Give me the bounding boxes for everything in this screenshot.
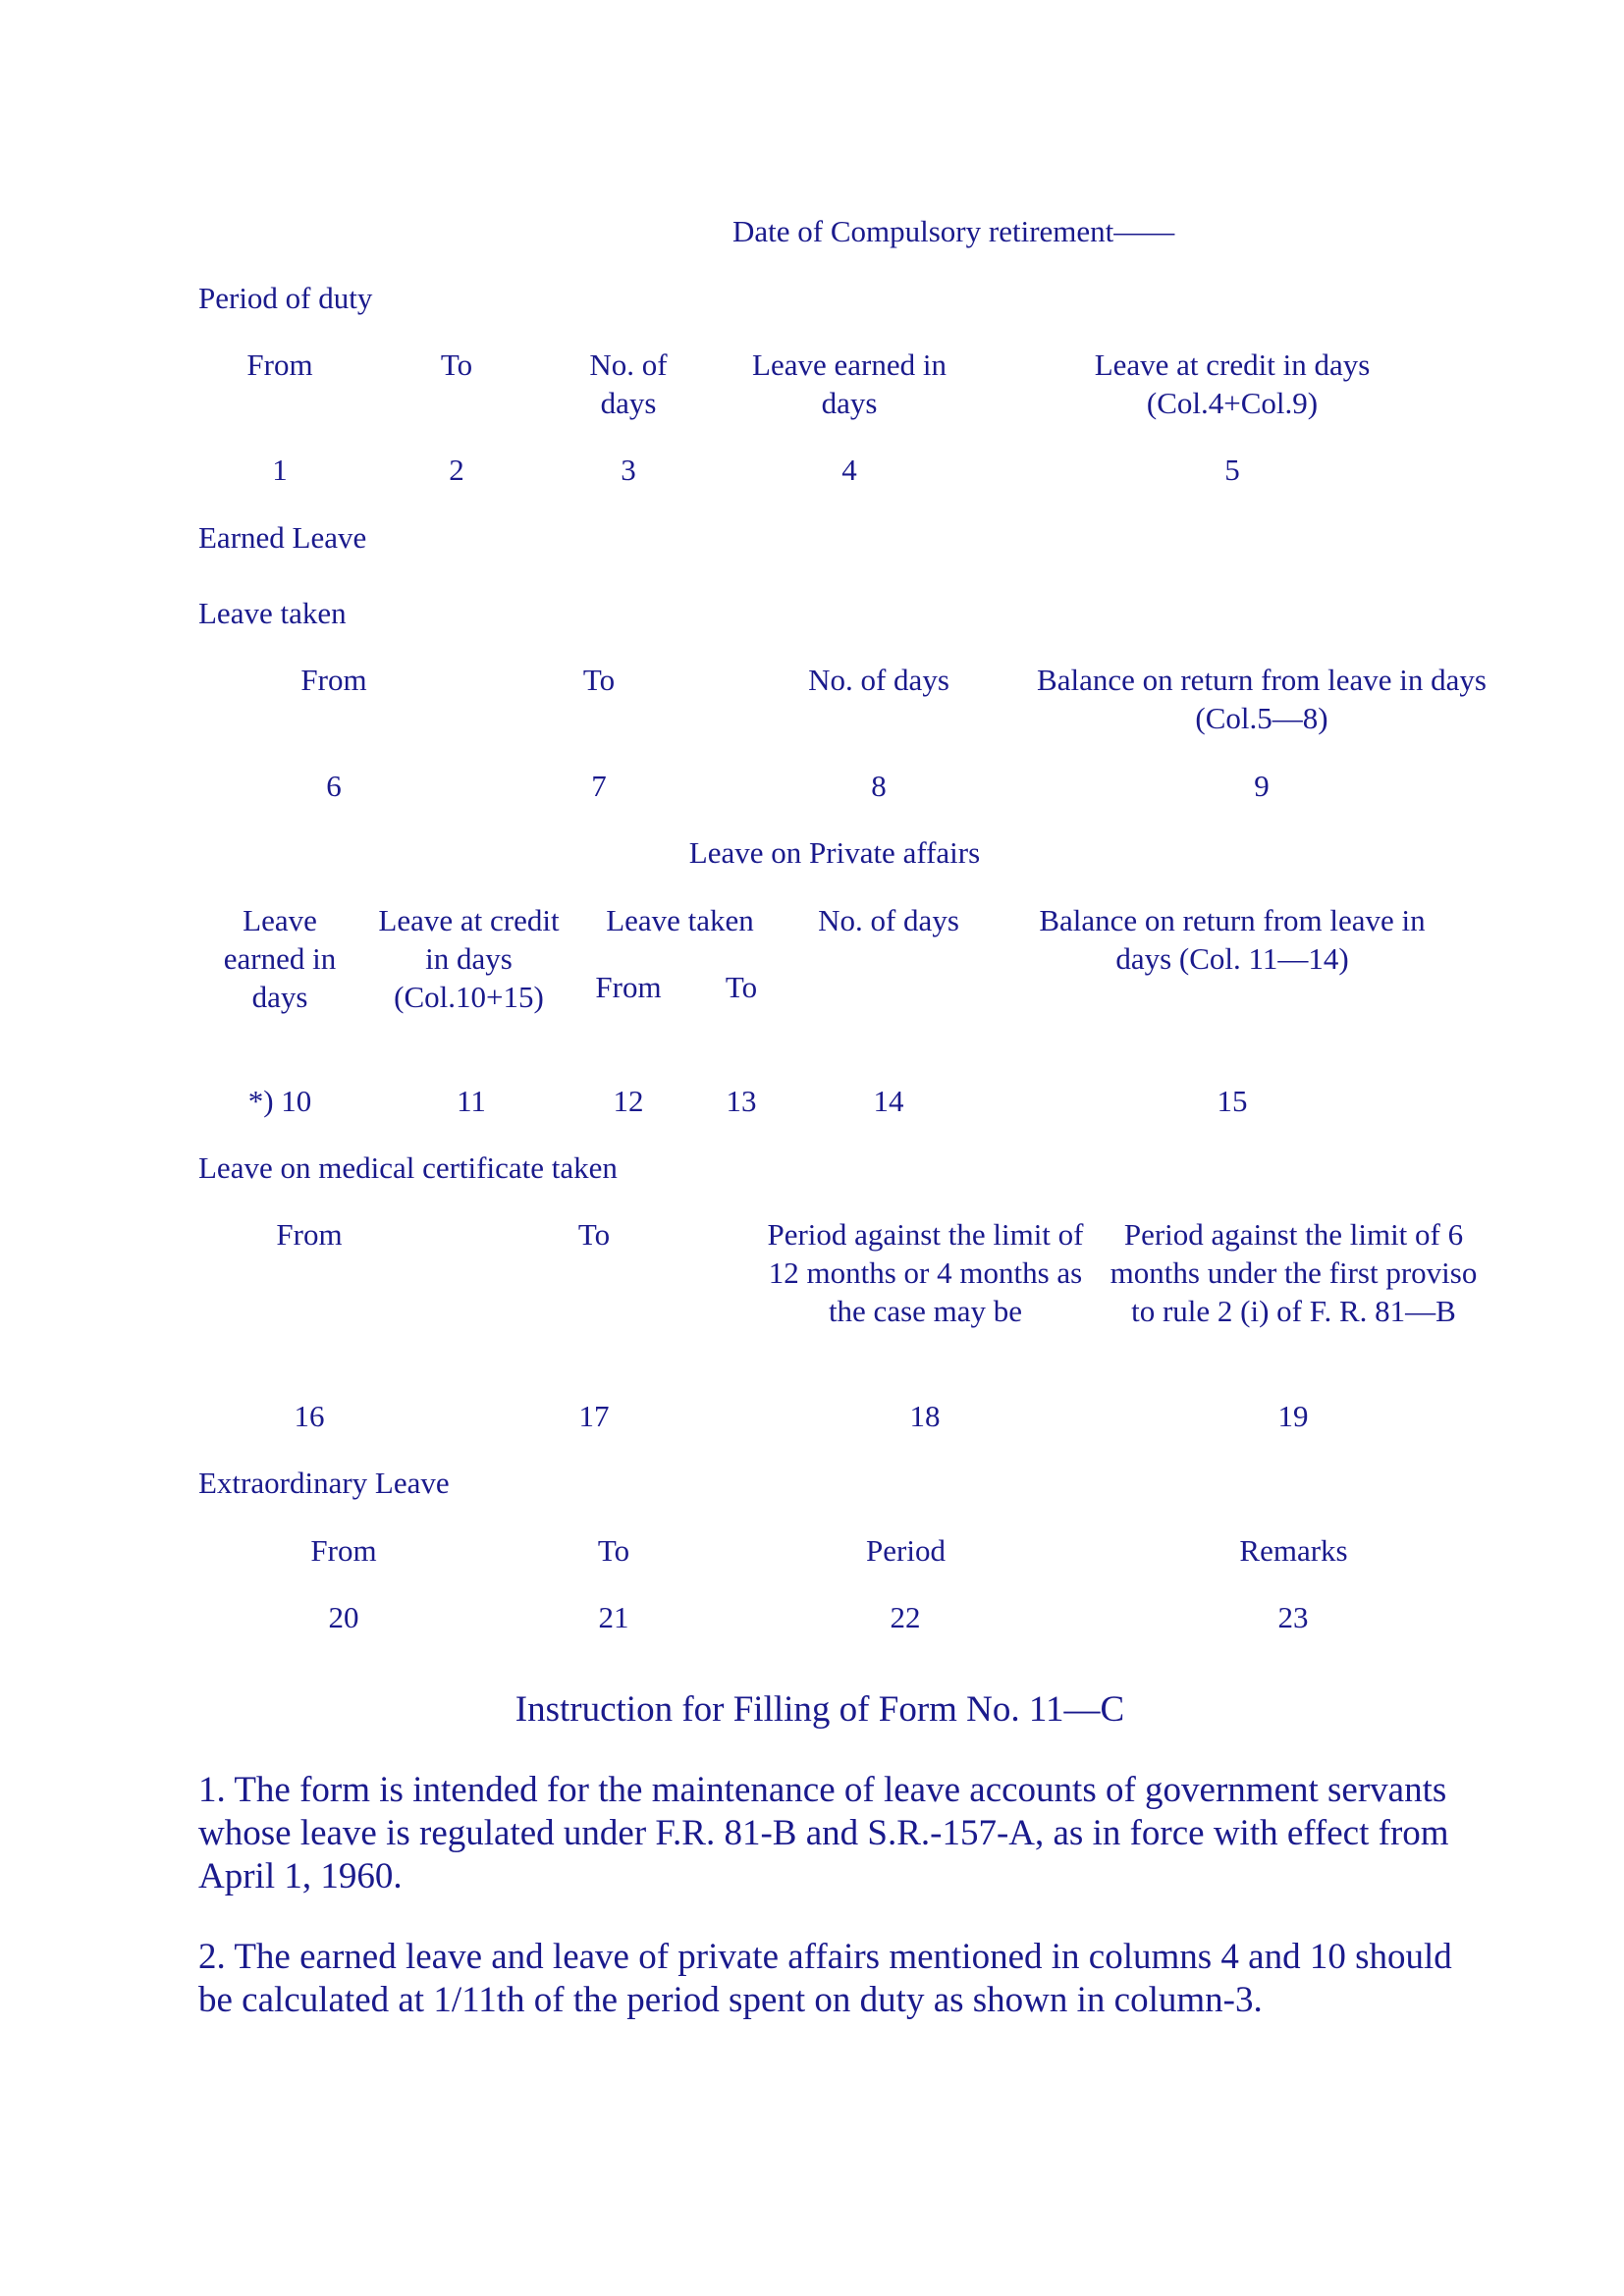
instruction-paragraph: 2. The earned leave and leave of private affairs mentioned in columns 4 and 10 should be calculated at 1/11th of the period spent on duty as shown in column-3.	[198, 1937, 1452, 2020]
col-number: 3	[621, 453, 636, 487]
col-number: 8	[871, 769, 887, 803]
col-number: 11	[457, 1084, 486, 1118]
section-title-period-of-duty: Period of duty	[198, 281, 373, 315]
instructions-title: Instruction for Filling of Form No. 11—C	[514, 1689, 1125, 1730]
col-number: 15	[1217, 1084, 1248, 1118]
col-header-leave-taken: Leave taken	[606, 903, 754, 937]
col-number: 14	[873, 1084, 904, 1118]
col-header-period-6-months: Period against the limit of 6 months under the first proviso to rule 2 (i) of F. R. 81—B	[1110, 1217, 1478, 1328]
subsection-title-leave-taken: Leave taken	[198, 596, 347, 630]
col-number: 19	[1277, 1399, 1309, 1433]
col-header-to: To	[577, 1217, 611, 1252]
col-header-balance: Balance on return from leave in days (Col.5—8)	[1037, 663, 1487, 735]
col-header-leave-at-credit: Leave at credit in days (Col.4+Col.9)	[1094, 347, 1371, 420]
col-number: 5	[1224, 453, 1240, 487]
col-header-from: From	[276, 1217, 343, 1252]
col-header-no-of-days: No. of days	[808, 663, 949, 697]
col-header-leave-earned: Leave earned in days	[752, 347, 947, 420]
col-number: 1	[272, 453, 288, 487]
col-number: 17	[578, 1399, 610, 1433]
col-header-to: To	[597, 1533, 630, 1568]
col-header-no-of-days: No. of days	[589, 347, 668, 420]
col-number: 18	[909, 1399, 941, 1433]
col-header-no-of-days: No. of days	[818, 903, 959, 937]
col-number: 2	[449, 453, 464, 487]
col-header-period-12-months: Period against the limit of 12 months or 4 months as the case may be	[767, 1217, 1084, 1328]
col-number: 12	[613, 1084, 644, 1118]
col-header-from: From	[300, 663, 367, 697]
col-number: 16	[294, 1399, 325, 1433]
col-header-remarks: Remarks	[1239, 1533, 1348, 1568]
col-number: 22	[890, 1600, 921, 1634]
col-number: 6	[326, 769, 342, 803]
compulsory-retirement-label: Date of Compulsory retirement——	[732, 214, 1175, 248]
col-number: 13	[726, 1084, 757, 1118]
col-number: 4	[841, 453, 857, 487]
col-header-to: To	[440, 347, 473, 382]
col-header-period: Period	[866, 1533, 946, 1568]
section-title-private-affairs: Leave on Private affairs	[688, 835, 981, 870]
col-number: 21	[598, 1600, 629, 1634]
col-header-leave-earned: Leave earned in days	[223, 903, 337, 1014]
col-header-balance: Balance on return from leave in days (Col. 11—14)	[1039, 903, 1426, 976]
col-number: 9	[1254, 769, 1270, 803]
col-header-leave-at-credit: Leave at credit in days (Col.10+15)	[378, 903, 560, 1014]
col-header-from: From	[246, 347, 313, 382]
col-number: *) 10	[247, 1084, 312, 1118]
col-header-from: From	[310, 1533, 377, 1568]
col-number: 7	[591, 769, 607, 803]
col-number: 20	[328, 1600, 359, 1634]
col-header-to: To	[582, 663, 616, 697]
instruction-paragraph: 1. The form is intended for the maintenance of leave accounts of government servants whose leave is regulated under F.R. 81-B and S.R.-157-A, as in force with effect from April 1, 1960.	[198, 1770, 1449, 1896]
col-number: 23	[1277, 1600, 1309, 1634]
col-header-to: To	[725, 970, 758, 1004]
section-title-extraordinary: Extraordinary Leave	[198, 1466, 450, 1500]
section-title-earned-leave: Earned Leave	[198, 520, 367, 555]
section-title-medical: Leave on medical certificate taken	[198, 1150, 618, 1185]
col-header-from: From	[595, 970, 662, 1004]
